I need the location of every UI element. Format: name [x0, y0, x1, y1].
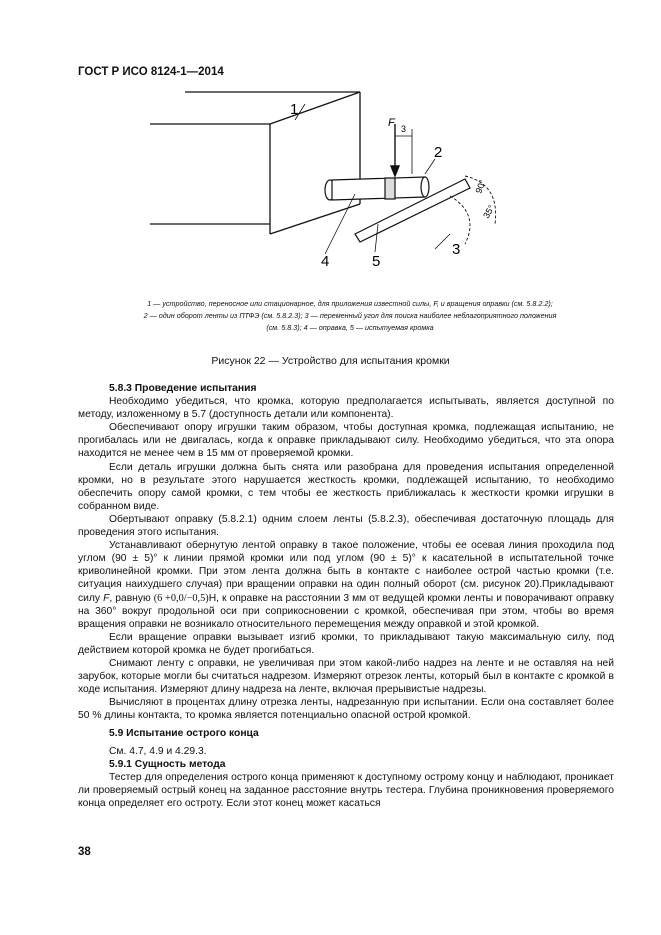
mandrel	[325, 177, 429, 200]
paragraph: Если деталь игрушки должна быть снята или разобрана для проведения испытания определенной кромки, но в результате этого нарушается жесткость кромки, подлежащей испытанию, то необходимо обеспечить опору самой кромки, с тем чтобы ее жесткость приближалась к жесткости кромки игрушки в собранном виде.	[78, 461, 614, 512]
label-3: 3	[452, 241, 461, 258]
paragraph: Снимают ленту с оправки, не увеличивая при этом какой-либо надрез на ленте и не оставляя на ней зарубок, которые могли бы считаться надрезом. Измеряют отрезок ленты, который был в контакте с кромкой в ходе испытания. Измеряют длину надреза на ленте, включая прерывистые надрезы.	[78, 657, 614, 696]
paragraph-text: Н, к оправке на расстоянии 3 мм от ведущей кромки ленты и поворачивают оправку на 360° вокруг продольной оси при соприкосновении с кромкой, обеспечивая при этом, чтобы во время вращения оправки не возникало относительного перемещения между оправкой и этой кромкой.	[78, 592, 614, 630]
label-distance: 3	[401, 124, 407, 134]
paragraph: Необходимо убедиться, что кромка, которую предполагается испытывать, является доступной по методу, изложенному в 5.7 (доступность детали или компонента).	[78, 396, 614, 421]
document-header: ГОСТ Р ИСО 8124-1—2014	[78, 66, 224, 78]
paragraph: Обертывают оправку (5.8.2.1) одним слоем ленты (5.8.2.3), обеспечивая достаточную площадь для проведения этого испытания.	[78, 513, 614, 539]
legend-line: (см. 5.8.3); 4 — оправка, 5 — испытуемая кромка	[266, 323, 434, 332]
label-5: 5	[372, 253, 381, 270]
label-4: 4	[321, 253, 330, 270]
label-2: 2	[434, 144, 443, 161]
figure-legend	[80, 298, 620, 334]
legend-line: 2 — один оборот ленты из ПТФЭ (см. 5.8.2.3); 3 — переменный угол для поиска наиболее неблагоприятного положения	[143, 311, 557, 320]
paragraph: Тестер для определения острого конца применяют к доступному острому концу и наблюдают, проникает ли проверяемый острый конец на заданное расстояние внутрь тестера. Глубина проникновения проверяемого конца определяет его остроту. Если этот конец может касаться	[78, 771, 614, 809]
label-angle-90: 90°	[473, 178, 488, 195]
force-formula: (6 +0,0/−0,5)	[153, 592, 209, 604]
paragraph: Обеспечивают опору игрушки таким образом, чтобы доступная кромка, подлежащая испытанию, не прогибалась или не двигалась, когда к оправке прикладывают силу. Необходимо убедиться, что эта опора находится не менее чем в 15 мм от проверяемой кромки.	[78, 422, 614, 460]
paragraph: Если вращение оправки вызывает изгиб кромки, то прикладывают такую максимальную силу, под действием которой кромка не будет прогибаться.	[78, 631, 614, 656]
label-force: F	[388, 117, 395, 129]
force-symbol: F	[103, 592, 110, 604]
paragraph: Вычисляют в процентах длину отрезка ленты, надрезанную при испытании. Если она составляет более 50 % длины контакта, то кромка является потенциально опасной острой кромкой.	[78, 697, 614, 722]
section-heading: 5.9 Испытание острого конца	[109, 728, 259, 740]
device-box	[150, 92, 360, 234]
paragraph-text: Устанавливают обернутую лентой оправку в такое положение, чтобы ее осевая линия проходила под углом (90 ± 5)° к линии прямой кромки или под углом (90 ± 5)° к касательной в испытательной точке криволинейной кромки. При этом лента должна быть в контакте с наиболее острой частью кромки (т.е. ситуация наихудшего случая) при вращении оправки на один полный оборот (см. рисунок 20).Прикладывают силу	[78, 540, 614, 604]
edge-test-figure	[150, 84, 530, 284]
page-number: 38	[78, 846, 91, 858]
figure-caption: Рисунок 22 — Устройство для испытания кромки	[211, 355, 450, 367]
paragraph: См. 4.7, 4.9 и 4.29.3.	[109, 745, 207, 757]
label-angle-35: 35°	[481, 203, 497, 220]
section-heading: 5.8.3 Проведение испытания	[109, 383, 257, 394]
paragraph	[78, 539, 614, 631]
subsection-heading: 5.9.1 Сущность метода	[109, 758, 226, 770]
paragraph-text: , равную	[109, 592, 154, 604]
label-1: 1	[290, 101, 299, 118]
main-content	[78, 382, 614, 810]
legend-line: 1 — устройство, переносное или стационарное, для приложения известной силы, F, и вращения оправки (см. 5.8.2.2);	[147, 299, 553, 308]
